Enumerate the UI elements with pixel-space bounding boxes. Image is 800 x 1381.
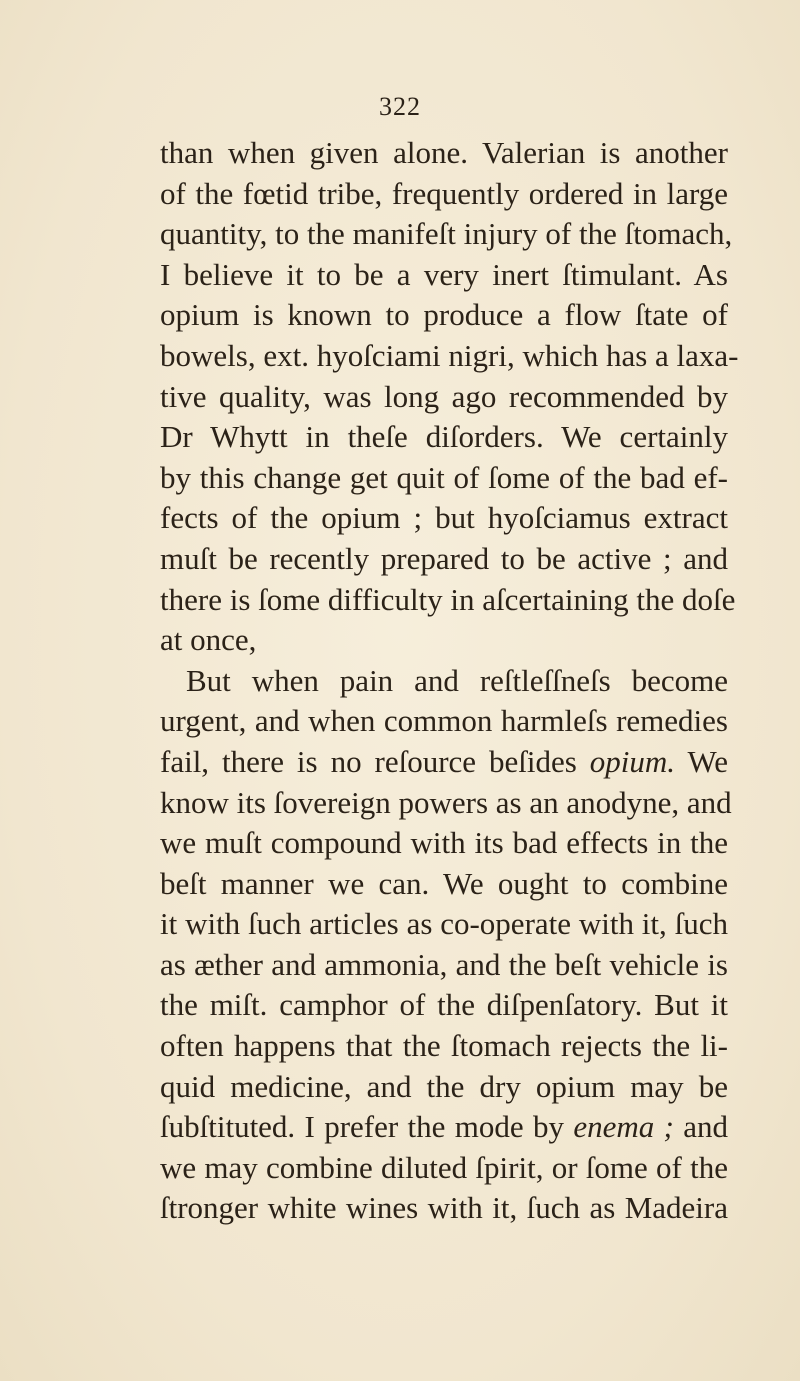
- text-run: as æther and ammonia, and the beſt vehicle is: [160, 946, 728, 982]
- text-line: [160, 458, 728, 499]
- text-run: bowels, ext. hyoſciami nigri, which has a laxa-: [160, 337, 739, 373]
- text-run: and: [673, 1109, 728, 1145]
- body-text: [160, 133, 739, 1229]
- text-run: ſtronger white wines with it, ſuch as Madeira: [160, 1190, 728, 1226]
- text-run: the miſt. camphor of the diſpenſatory. But it: [160, 987, 728, 1023]
- text-run: it with ſuch articles as co-operate with it, ſuch: [160, 906, 728, 942]
- text-line: [160, 661, 728, 702]
- text-line: [160, 580, 736, 621]
- text-run: than when given alone. Valerian is another: [160, 135, 728, 170]
- text-line: [160, 255, 728, 296]
- text-line: [160, 1026, 728, 1067]
- text-run: Dr Whytt in theſe diſorders. We certainly: [160, 419, 728, 455]
- text-run: fects of the opium ; but hyoſciamus extract: [160, 500, 728, 536]
- text-run: But when pain and reſtleſſneſs become: [186, 662, 728, 698]
- text-run: fail, there is no reſource beſides: [160, 743, 590, 779]
- text-line: [160, 1107, 728, 1148]
- text-run: quid medicine, and the dry opium may be: [160, 1068, 728, 1104]
- text-line: [160, 174, 728, 215]
- text-run: quantity, to the manifeſt injury of the ſtomach,: [160, 216, 733, 252]
- text-run: beſt manner we can. We ought to combine: [160, 865, 728, 901]
- italic-run: opium.: [589, 743, 676, 779]
- text-run: know its ſovereign powers as an anodyne, and: [160, 784, 732, 820]
- text-line: [160, 742, 728, 783]
- text-run: by this change get quit of ſome of the bad ef-: [160, 459, 728, 495]
- text-line: [160, 539, 728, 580]
- text-line: [160, 498, 728, 539]
- text-run: we muſt compound with its bad effects in the: [160, 825, 728, 861]
- text-line: [160, 1188, 728, 1229]
- text-line: [160, 783, 732, 824]
- text-line: [160, 864, 728, 905]
- text-line: [160, 295, 728, 336]
- text-run: ſubſtituted. I prefer the mode by: [160, 1109, 574, 1145]
- page-number: 322: [379, 92, 421, 121]
- text-run: there is ſome difficulty in aſcertaining the doſe: [160, 581, 736, 617]
- text-line: [160, 336, 739, 377]
- text-run: opium is known to produce a flow ſtate of: [160, 297, 728, 333]
- text-line: [160, 823, 728, 864]
- italic-run: enema ;: [573, 1109, 674, 1145]
- text-line: [160, 620, 728, 661]
- text-line: [160, 1148, 728, 1189]
- text-line: [160, 417, 728, 458]
- text-run: at once,: [160, 622, 257, 658]
- text-run: urgent, and when common harmleſs remedies: [160, 703, 728, 739]
- text-line: [160, 701, 728, 742]
- text-line: [160, 945, 728, 986]
- text-run: I believe it to be a very inert ſtimulant. As: [160, 256, 728, 292]
- text-run: often happens that the ſtomach rejects the li-: [160, 1028, 728, 1064]
- text-line: [160, 1067, 728, 1108]
- text-run: tive quality, was long ago recommended by: [160, 378, 728, 414]
- text-line: [160, 377, 728, 418]
- text-line: [160, 214, 733, 255]
- text-run: We: [675, 743, 728, 779]
- text-run: of the fœtid tribe, frequently ordered in large: [160, 175, 728, 211]
- text-line: [160, 133, 728, 174]
- text-line: [160, 904, 728, 945]
- text-run: muſt be recently prepared to be active ; and: [160, 540, 728, 576]
- text-line: [160, 985, 728, 1026]
- text-run: we may combine diluted ſpirit, or ſome of the: [160, 1149, 728, 1185]
